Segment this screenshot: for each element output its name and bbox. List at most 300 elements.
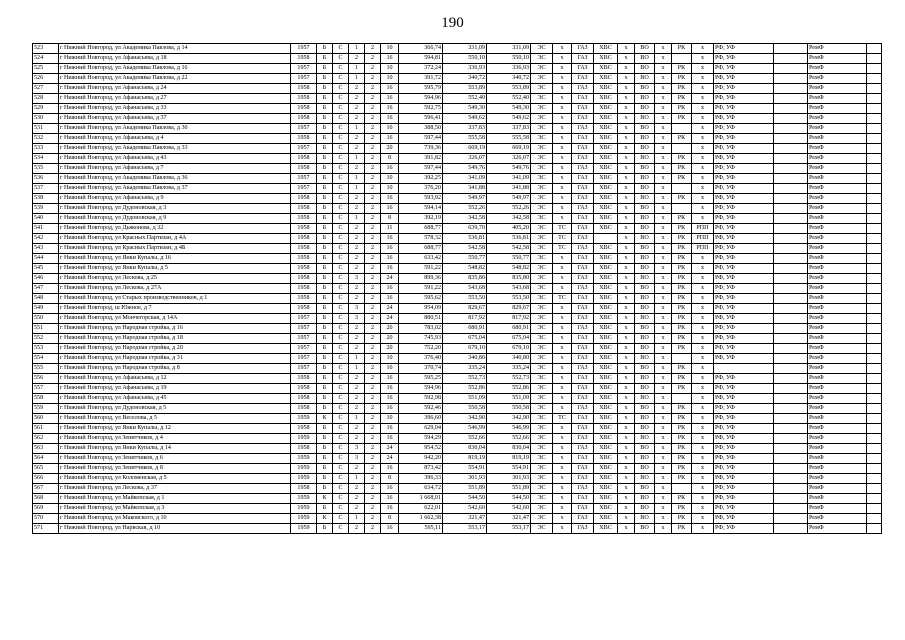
table-cell: РФ, УФ <box>714 64 774 74</box>
table-cell: ХВС <box>594 324 618 334</box>
table-cell-empty <box>867 104 882 114</box>
table-cell: Б <box>317 524 333 534</box>
table-cell: Б <box>317 294 333 304</box>
table-cell-empty <box>867 234 882 244</box>
table-cell: 16 <box>381 424 399 434</box>
table-cell: х <box>553 344 572 354</box>
table-row <box>33 404 882 414</box>
table-cell: ХВС <box>594 394 618 404</box>
table-cell: ГАЗ <box>572 54 594 64</box>
table-cell: 2 <box>349 284 365 294</box>
table-cell-empty <box>867 264 882 274</box>
table-cell: ГАЗ <box>572 104 594 114</box>
table-cell: С <box>333 234 349 244</box>
table-row <box>33 334 882 344</box>
table-cell: Б <box>317 154 333 164</box>
table-cell: 542,58 <box>443 244 487 254</box>
table-cell: 16 <box>381 384 399 394</box>
table-cell: 2 <box>349 254 365 264</box>
table-cell <box>774 364 808 374</box>
table-cell: РК <box>672 494 692 504</box>
table-cell: 10 <box>381 414 399 424</box>
table-cell: х <box>553 124 572 134</box>
table-cell: 551,09 <box>443 394 487 404</box>
table-cell: РФ, УФ <box>714 304 774 314</box>
table-cell: 8 <box>381 154 399 164</box>
table-cell: х <box>553 84 572 94</box>
table-cell: ЭС <box>531 444 553 454</box>
table-cell: С <box>333 44 349 54</box>
table-cell: 546,99 <box>487 424 531 434</box>
table-cell: ГАЗ <box>572 234 594 244</box>
table-cell: ЭС <box>531 354 553 364</box>
table-cell: х <box>618 464 635 474</box>
table-cell: х <box>655 444 672 454</box>
table-cell: РемФ <box>808 124 867 134</box>
table-cell: х <box>655 174 672 184</box>
table-cell: х <box>618 94 635 104</box>
table-cell: 2 <box>365 254 381 264</box>
table-cell: 829,67 <box>487 304 531 314</box>
table-cell: РК <box>672 334 692 344</box>
table-cell: ВО <box>635 104 655 114</box>
table-row <box>33 54 882 64</box>
table-cell: х <box>553 504 572 514</box>
table-cell: ВО <box>635 254 655 264</box>
table-cell: РемФ <box>808 234 867 244</box>
table-cell: Б <box>317 324 333 334</box>
table-cell-empty <box>867 94 882 104</box>
table-cell: х <box>655 284 672 294</box>
table-cell: Б <box>317 94 333 104</box>
table-cell: 688,77 <box>399 244 443 254</box>
table-cell: 2 <box>365 444 381 454</box>
table-cell: ВО <box>635 454 655 464</box>
table-cell: 11 <box>381 224 399 234</box>
table-cell: Б <box>317 54 333 64</box>
table-cell: 1959 <box>291 514 317 524</box>
table-cell: РК <box>672 194 692 204</box>
table-cell: 20 <box>381 334 399 344</box>
table-cell: К <box>317 494 333 504</box>
table-cell: х <box>618 304 635 314</box>
table-cell: г Нижний Новгород, ул Янки Купалы, д 12 <box>59 424 291 434</box>
table-cell: 10 <box>381 364 399 374</box>
table-cell: РФ, УФ <box>714 374 774 384</box>
table-cell: х <box>655 114 672 124</box>
table-cell: 2 <box>365 244 381 254</box>
table-cell: ГАЗ <box>572 494 594 504</box>
table-cell: С <box>333 64 349 74</box>
table-cell: РФ, УФ <box>714 274 774 284</box>
table-cell: РК <box>672 64 692 74</box>
table-cell: х <box>655 364 672 374</box>
table-cell-empty <box>867 74 882 84</box>
table-cell: х <box>692 474 714 484</box>
table-cell: 568 <box>33 494 59 504</box>
table-cell: С <box>333 204 349 214</box>
table-cell: 559 <box>33 404 59 414</box>
table-cell: 1958 <box>291 84 317 94</box>
table-cell: РФ, УФ <box>714 494 774 504</box>
table-cell: 536,81 <box>487 234 531 244</box>
table-cell: 593,92 <box>399 194 443 204</box>
table-cell-empty <box>867 524 882 534</box>
table-cell: 533 <box>33 144 59 154</box>
table-cell: 560 <box>33 414 59 424</box>
table-cell: РФ, УФ <box>714 504 774 514</box>
table-cell: 688,77 <box>399 224 443 234</box>
table-cell: 555,58 <box>487 134 531 144</box>
table-cell: г Нижний Новгород, ул Академика Павлова, д 16 <box>59 64 291 74</box>
table-cell: РемФ <box>808 224 867 234</box>
table-row <box>33 84 882 94</box>
table-cell <box>774 144 808 154</box>
table-row <box>33 354 882 364</box>
table-cell: 24 <box>381 314 399 324</box>
table-cell: 24 <box>381 274 399 284</box>
table-cell: ЭС <box>531 374 553 384</box>
table-cell: РК <box>672 224 692 234</box>
table-cell: РемФ <box>808 274 867 284</box>
table-cell: 546 <box>33 274 59 284</box>
table-row <box>33 214 882 224</box>
table-cell: х <box>655 424 672 434</box>
table-cell: х <box>655 464 672 474</box>
table-cell: ХВС <box>594 144 618 154</box>
table-cell: х <box>553 64 572 74</box>
table-cell: ЭС <box>531 344 553 354</box>
table-cell: ВО <box>635 514 655 524</box>
table-cell: г Нижний Новгород, ул Народная стройка, д 8 <box>59 364 291 374</box>
table-cell: 567 <box>33 484 59 494</box>
table-cell: 16 <box>381 164 399 174</box>
table-cell: 2 <box>349 104 365 114</box>
table-cell: г Нижний Новгород, ул Лескова, д 27А <box>59 284 291 294</box>
table-cell: ВО <box>635 124 655 134</box>
table-cell: 549 <box>33 304 59 314</box>
table-cell: ГАЗ <box>572 364 594 374</box>
table-cell: РемФ <box>808 154 867 164</box>
table-cell: 391,72 <box>399 74 443 84</box>
table-cell: 544,50 <box>487 494 531 504</box>
table-cell: РемФ <box>808 414 867 424</box>
table-cell: 336,93 <box>487 64 531 74</box>
table-cell: х <box>655 334 672 344</box>
table-cell: 2 <box>365 394 381 404</box>
table-cell: 553,89 <box>487 84 531 94</box>
table-cell: ЭС <box>531 514 553 524</box>
table-cell: РК <box>672 434 692 444</box>
table-cell: РемФ <box>808 334 867 344</box>
table-cell: г Нижний Новгород, ул Дудоновская, д 3 <box>59 204 291 214</box>
table-cell: ГАЗ <box>572 484 594 494</box>
table-cell: 16 <box>381 524 399 534</box>
table-cell: 2 <box>349 294 365 304</box>
table-cell: 1958 <box>291 134 317 144</box>
table-cell: 552,66 <box>487 434 531 444</box>
table-cell: РФ, УФ <box>714 314 774 324</box>
table-cell: 1959 <box>291 434 317 444</box>
table-cell: х <box>553 484 572 494</box>
table-cell: х <box>618 514 635 524</box>
table-cell: 342,90 <box>443 414 487 424</box>
table-cell: 1 <box>349 214 365 224</box>
table-cell: 542,60 <box>443 504 487 514</box>
table-cell: 594,96 <box>399 94 443 104</box>
table-cell: ВО <box>635 474 655 484</box>
table-cell: 1 <box>349 124 365 134</box>
table-cell: х <box>618 504 635 514</box>
table-cell: х <box>553 54 572 64</box>
table-cell: 817,92 <box>487 314 531 324</box>
table-cell: х <box>553 444 572 454</box>
table-cell: х <box>692 214 714 224</box>
table-cell: 543,68 <box>487 284 531 294</box>
table-cell: ГАЗ <box>572 424 594 434</box>
table-cell: 563 <box>33 444 59 454</box>
table-cell: С <box>333 84 349 94</box>
table-cell: Б <box>317 224 333 234</box>
table-cell: 542 <box>33 234 59 244</box>
table-cell: 331,09 <box>487 44 531 54</box>
table-cell: х <box>618 264 635 274</box>
table-cell: х <box>618 394 635 404</box>
table-cell: 341,09 <box>487 174 531 184</box>
table-cell: РФ, УФ <box>714 354 774 364</box>
table-cell: Б <box>317 234 333 244</box>
table-cell: 2 <box>349 374 365 384</box>
table-cell: х <box>655 524 672 534</box>
table-cell: РемФ <box>808 114 867 124</box>
table-cell: С <box>333 434 349 444</box>
table-cell: ХВС <box>594 514 618 524</box>
table-cell: РФ, УФ <box>714 84 774 94</box>
table-cell: 10 <box>381 74 399 84</box>
table-cell: х <box>692 274 714 284</box>
table-cell: х <box>692 104 714 114</box>
table-cell: ВО <box>635 64 655 74</box>
table-cell: ВО <box>635 94 655 104</box>
table-cell-empty <box>867 224 882 234</box>
table-cell: 2 <box>365 224 381 234</box>
table-cell: ЭС <box>531 114 553 124</box>
table-cell: С <box>333 524 349 534</box>
table-cell: РФ, УФ <box>714 234 774 244</box>
table-row <box>33 164 882 174</box>
table-cell: 554,91 <box>443 464 487 474</box>
table-cell: 553,17 <box>487 524 531 534</box>
table-cell: 595,62 <box>399 294 443 304</box>
table-cell: ВО <box>635 434 655 444</box>
table-cell <box>672 484 692 494</box>
table-cell: 1958 <box>291 274 317 284</box>
table-cell: ХВС <box>594 124 618 134</box>
table-cell: К <box>317 414 333 424</box>
table-cell: 2 <box>349 194 365 204</box>
table-cell: РК <box>672 244 692 254</box>
table-cell: 545 <box>33 264 59 274</box>
table-cell: 2 <box>365 384 381 394</box>
table-row <box>33 314 882 324</box>
table-cell: г Нижний Новгород, ул Академика Павлова, д 36 <box>59 174 291 184</box>
table-cell: 2 <box>365 164 381 174</box>
table-cell-empty <box>867 274 882 284</box>
table-cell: С <box>333 214 349 224</box>
table-cell: ЭС <box>531 264 553 274</box>
table-cell: ЭС <box>531 254 553 264</box>
table-cell: 1 <box>349 174 365 184</box>
table-cell: ГАЗ <box>572 354 594 364</box>
table-cell: С <box>333 374 349 384</box>
table-cell: х <box>618 314 635 324</box>
table-cell: 1958 <box>291 154 317 164</box>
table-row <box>33 194 882 204</box>
table-cell: С <box>333 184 349 194</box>
table-cell: РемФ <box>808 514 867 524</box>
table-cell: х <box>655 134 672 144</box>
table-cell <box>774 514 808 524</box>
table-cell: С <box>333 164 349 174</box>
table-cell: 2 <box>365 264 381 274</box>
table-cell: 16 <box>381 504 399 514</box>
table-row <box>33 304 882 314</box>
table-cell: ГАЗ <box>572 404 594 414</box>
table-cell: РК <box>672 364 692 374</box>
table-cell: х <box>692 204 714 214</box>
table-cell: г Нижний Новгород, ул Дудоновская, д 9 <box>59 214 291 224</box>
table-cell: Б <box>317 284 333 294</box>
table-cell: ВО <box>635 444 655 454</box>
table-cell: Б <box>317 404 333 414</box>
table-cell: х <box>655 64 672 74</box>
table-cell: 2 <box>365 144 381 154</box>
table-cell: г Нижний Новгород, ул Дудоновская, д 5 <box>59 404 291 414</box>
table-row <box>33 454 882 464</box>
table-cell: 340,80 <box>443 354 487 364</box>
table-cell: 1958 <box>291 374 317 384</box>
table-cell: х <box>655 244 672 254</box>
table-cell: 596,41 <box>399 114 443 124</box>
table-cell: ЭС <box>531 154 553 164</box>
table-cell: г Нижний Новгород, ул Афанасьева, д 27 <box>59 94 291 104</box>
table-cell <box>774 234 808 244</box>
table-cell: 1 662,38 <box>399 514 443 524</box>
table-cell: ГАЗ <box>572 214 594 224</box>
table-cell: 8 <box>381 474 399 484</box>
table-cell: Б <box>317 74 333 84</box>
table-cell: 2 <box>365 494 381 504</box>
table-cell: х <box>692 464 714 474</box>
table-cell: ХВС <box>594 264 618 274</box>
table-cell: 552 <box>33 334 59 344</box>
table-cell: 2 <box>349 134 365 144</box>
page-number: 190 <box>441 15 464 31</box>
table-cell: 531 <box>33 124 59 134</box>
table-cell: ГАЗ <box>572 384 594 394</box>
table-cell: 2 <box>349 404 365 414</box>
table-cell: х <box>692 394 714 404</box>
table-cell: РФ, УФ <box>714 414 774 424</box>
table-cell: ХВС <box>594 274 618 284</box>
table-cell: 326,07 <box>443 154 487 164</box>
table-cell: РемФ <box>808 44 867 54</box>
table-cell: х <box>553 74 572 84</box>
table-cell: 16 <box>381 254 399 264</box>
table-cell: ХВС <box>594 404 618 414</box>
table-cell <box>774 354 808 364</box>
table-cell: РФ, УФ <box>714 294 774 304</box>
table-cell: 675,04 <box>443 334 487 344</box>
table-cell: РемФ <box>808 194 867 204</box>
table-cell: 536 <box>33 174 59 184</box>
table-cell: РК <box>672 414 692 424</box>
table-cell: 1 <box>349 74 365 84</box>
table-cell: 1959 <box>291 474 317 484</box>
table-cell: 543 <box>33 244 59 254</box>
table-cell: РемФ <box>808 344 867 354</box>
table-cell: 16 <box>381 484 399 494</box>
table-cell: х <box>618 114 635 124</box>
table-cell: С <box>333 144 349 154</box>
table-cell: г Нижний Новгород, ул Народная стройка, д 18 <box>59 334 291 344</box>
table-cell: 2 <box>365 54 381 64</box>
table-cell: х <box>655 254 672 264</box>
table-cell: 2 <box>349 494 365 504</box>
table-cell: РФ, УФ <box>714 154 774 164</box>
table-cell: ХВС <box>594 214 618 224</box>
table-cell: 1 <box>349 474 365 484</box>
table-cell: х <box>692 254 714 264</box>
table-cell: 2 <box>349 394 365 404</box>
table-cell-empty <box>867 284 882 294</box>
table-cell: х <box>655 514 672 524</box>
table-cell: 2 <box>365 424 381 434</box>
table-cell: ЭС <box>531 324 553 334</box>
table-cell: ВО <box>635 204 655 214</box>
table-cell-empty <box>867 314 882 324</box>
table-cell: Б <box>317 314 333 324</box>
table-cell <box>774 434 808 444</box>
table-cell: х <box>553 264 572 274</box>
table-cell: 819,19 <box>443 454 487 464</box>
table-cell: 550,58 <box>487 404 531 414</box>
table-cell: 8 <box>381 214 399 224</box>
table-cell: 1958 <box>291 404 317 414</box>
table-cell: РК <box>672 384 692 394</box>
table-cell: 552,86 <box>443 384 487 394</box>
table-cell: РК <box>672 94 692 104</box>
table-cell-empty <box>867 504 882 514</box>
table-cell: 549,97 <box>487 194 531 204</box>
table-cell: ГАЗ <box>572 94 594 104</box>
table-cell: х <box>692 414 714 424</box>
table-cell: 10 <box>381 44 399 54</box>
table-cell: х <box>655 484 672 494</box>
table-cell: х <box>553 354 572 364</box>
table-cell: ВО <box>635 234 655 244</box>
table-cell: ГАЗ <box>572 224 594 234</box>
table-cell: ЭС <box>531 64 553 74</box>
table-cell <box>774 394 808 404</box>
table-cell: 16 <box>381 134 399 144</box>
table-cell: ЭС <box>531 194 553 204</box>
table-cell: 1958 <box>291 294 317 304</box>
table-cell: РК <box>672 254 692 264</box>
table-cell: х <box>692 454 714 464</box>
table-cell: РФ, УФ <box>714 344 774 354</box>
table-cell: 16 <box>381 94 399 104</box>
